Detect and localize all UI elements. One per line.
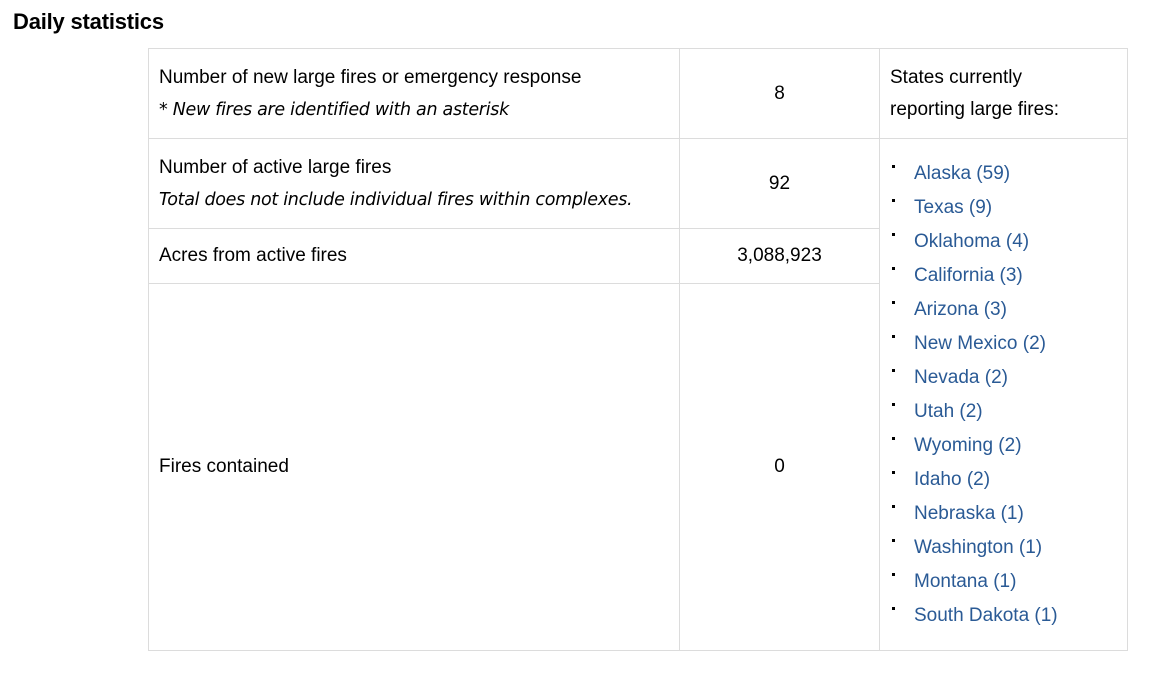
active-fires-value: 92 [680, 139, 880, 229]
acres-label: Acres from active fires [149, 229, 680, 284]
bullet-icon [892, 573, 895, 576]
state-link-washington[interactable]: Washington (1) [914, 536, 1043, 558]
state-link-utah[interactable]: Utah (2) [914, 400, 983, 422]
states-header-line1: States currently [890, 66, 1022, 88]
new-fires-label: Number of new large fires or emergency response [159, 66, 582, 88]
contained-value: 0 [680, 284, 880, 651]
list-item [890, 157, 1117, 191]
states-header-cell [880, 49, 1128, 139]
bullet-icon [892, 471, 895, 474]
list-item [890, 463, 1117, 497]
state-list [890, 157, 1117, 633]
list-item [890, 259, 1117, 293]
list-item [890, 361, 1117, 395]
acres-value: 3,088,923 [680, 229, 880, 284]
contained-label: Fires contained [149, 284, 680, 651]
bullet-icon [892, 539, 895, 542]
state-link-nebraska[interactable]: Nebraska (1) [914, 502, 1024, 524]
active-fires-note: Total does not include individual fires within complexes. [159, 189, 633, 210]
table-row-new-fires [149, 49, 1128, 139]
list-item [890, 225, 1117, 259]
bullet-icon [892, 335, 895, 338]
states-header-line2: reporting large fires: [890, 98, 1059, 120]
list-item [890, 429, 1117, 463]
bullet-icon [892, 607, 895, 610]
list-item [890, 565, 1117, 599]
bullet-icon [892, 403, 895, 406]
state-link-texas[interactable]: Texas (9) [914, 196, 993, 218]
list-item [890, 191, 1117, 225]
list-item [890, 531, 1117, 565]
state-link-oklahoma[interactable]: Oklahoma (4) [914, 230, 1030, 252]
state-link-nevada[interactable]: Nevada (2) [914, 366, 1008, 388]
table-row-active-fires [149, 139, 1128, 229]
state-link-montana[interactable]: Montana (1) [914, 570, 1017, 592]
list-item [890, 599, 1117, 633]
active-fires-label-cell [149, 139, 680, 229]
new-fires-value: 8 [680, 49, 880, 139]
page-title: Daily statistics [13, 9, 164, 34]
state-link-alaska[interactable]: Alaska (59) [914, 162, 1011, 184]
bullet-icon [892, 233, 895, 236]
daily-statistics-table [148, 48, 1128, 651]
list-item [890, 395, 1117, 429]
new-fires-note: * New fires are identified with an asterisk [159, 99, 509, 120]
state-link-idaho[interactable]: Idaho (2) [914, 468, 991, 490]
bullet-icon [892, 199, 895, 202]
bullet-icon [892, 437, 895, 440]
bullet-icon [892, 505, 895, 508]
list-item [890, 327, 1117, 361]
state-link-new-mexico[interactable]: New Mexico (2) [914, 332, 1046, 354]
bullet-icon [892, 369, 895, 372]
bullet-icon [892, 301, 895, 304]
state-link-wyoming[interactable]: Wyoming (2) [914, 434, 1022, 456]
list-item [890, 497, 1117, 531]
bullet-icon [892, 267, 895, 270]
state-link-south-dakota[interactable]: South Dakota (1) [914, 604, 1058, 626]
new-fires-label-cell [149, 49, 680, 139]
bullet-icon [892, 165, 895, 168]
states-list-cell [880, 139, 1128, 651]
state-link-california[interactable]: California (3) [914, 264, 1023, 286]
state-link-arizona[interactable]: Arizona (3) [914, 298, 1007, 320]
list-item [890, 293, 1117, 327]
active-fires-label: Number of active large fires [159, 156, 392, 178]
